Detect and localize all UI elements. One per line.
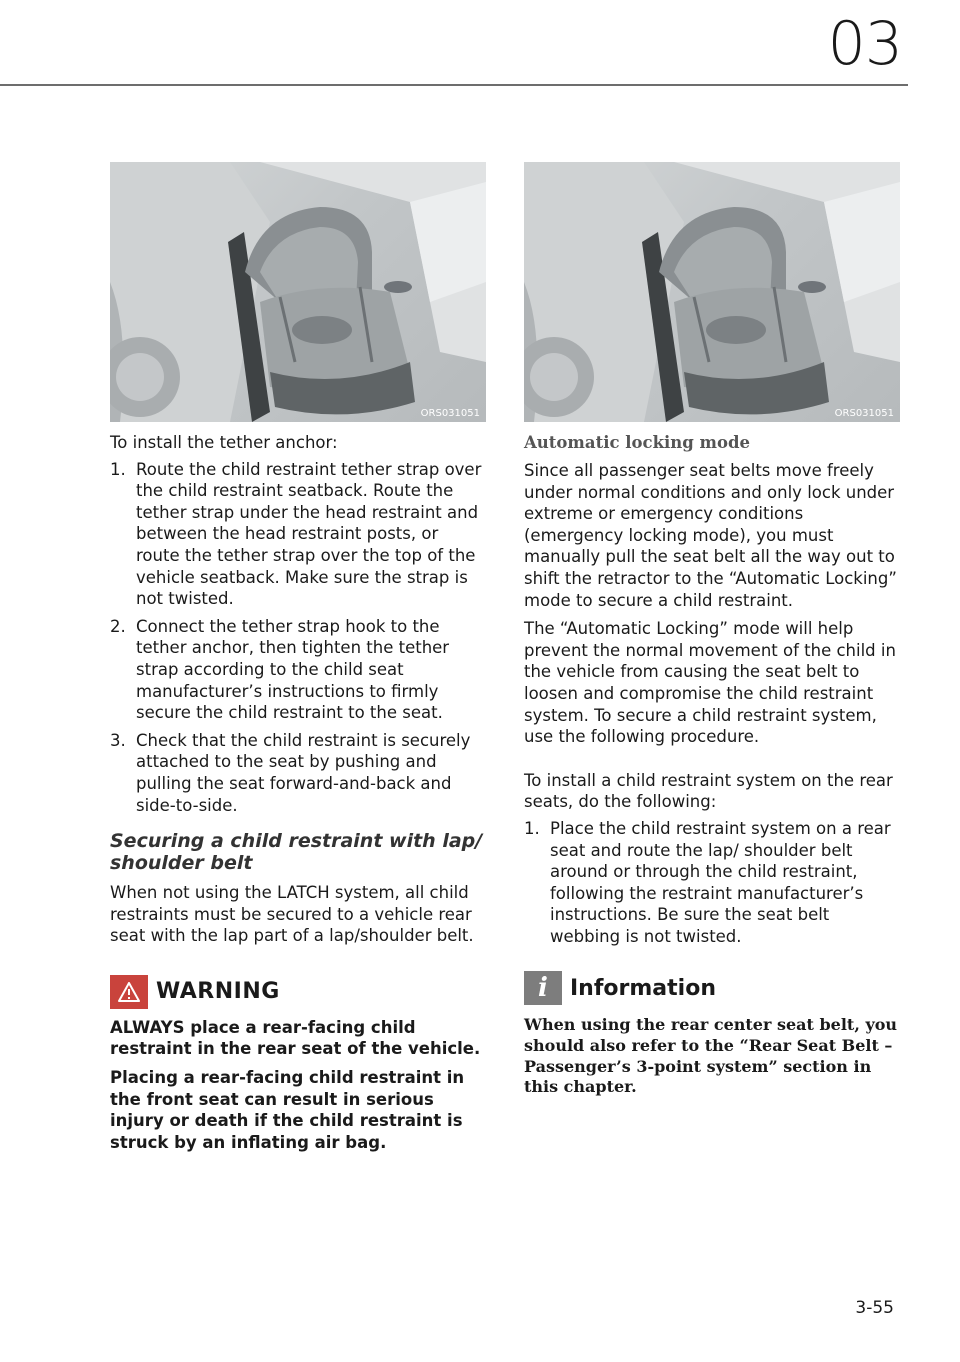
child-seat-illustration [524,162,900,422]
step-text: Route the child restraint tether strap over the child restraint seatback. Route the tether strap under the head restraint and between the head restraint posts, or route the tether strap over the top of the vehicle seatback. Make sure the strap is not twisted. [136,459,482,609]
header-divider [0,84,908,86]
info-icon: i [524,971,562,1005]
section-heading: Securing a child restraint with lap/ shoulder belt [110,830,483,875]
warning-text: ALWAYS place a rear-facing child restraint in the rear seat of the vehicle. [110,1017,481,1059]
list-item [110,730,486,816]
child-seat-figure-right [524,162,900,422]
right-column [524,432,900,1098]
warning-text: Placing a rear-facing child restraint in the front seat can result in serious injury or death if the child restraint is struck by an inflating air bag. [110,1068,465,1152]
paragraph: To install a child restraint system on the rear seats, do the following: [524,770,893,812]
figure-code: ORS031051 [420,408,480,419]
step-number: 1. [110,459,126,479]
tether-intro: To install the tether anchor: [110,433,338,452]
information-text: When using the rear center seat belt, you should also refer to the “Rear Seat Belt – Passenger’s 3-point system” section in this chapter. [524,1015,898,1097]
section-heading: Automatic locking mode [524,433,751,452]
warning-header [110,975,486,1009]
step-number: 1. [524,818,540,838]
page-number: 3-55 [855,1298,894,1318]
warning-icon [110,975,148,1009]
child-seat-figure-left [110,162,486,422]
paragraph: The “Automatic Locking” mode will help prevent the normal movement of the child in the vehicle from causing the seat belt to loosen and compromise the child restraint system. To secure a child restraint system, use the following procedure. [524,619,896,747]
step-text: Place the child restraint system on a rear seat and route the lap/ shoulder belt around or through the child restraint, following the restraint manufacturer’s instructions. Be sure the seat belt webbing is not twisted. [550,818,891,946]
figure-code: ORS031051 [834,408,894,419]
warning-title: WARNING [156,979,280,1005]
information-header [524,971,900,1005]
step-text: Connect the tether strap hook to the tether anchor, then tighten the tether strap according to the child seat manufacturer’s instructions to firmly secure the child restraint to the seat. [136,616,450,723]
section-text: When not using the LATCH system, all child restraints must be secured to a vehicle rear seat with the lap part of a lap/shoulder belt. [110,883,474,946]
install-steps [524,818,900,948]
list-item [524,818,900,948]
step-number: 2. [110,616,126,636]
left-column [110,432,486,1160]
tether-steps [110,459,486,817]
step-number: 3. [110,730,126,750]
information-title: Information [570,975,716,1001]
step-text: Check that the child restraint is securely attached to the seat by pushing and pulling the seat forward-and-back and side-to-side. [136,730,471,815]
list-item [110,459,486,610]
paragraph: Since all passenger seat belts move freely under normal conditions and only lock under extreme or emergency conditions (emergency locking mode), you must manually pull the seat belt all the way out to shift the retractor to the “Automatic Locking” mode to secure a child restraint. [524,461,897,610]
list-item [110,616,486,724]
child-seat-illustration [110,162,486,422]
chapter-number: 03 [827,9,902,79]
